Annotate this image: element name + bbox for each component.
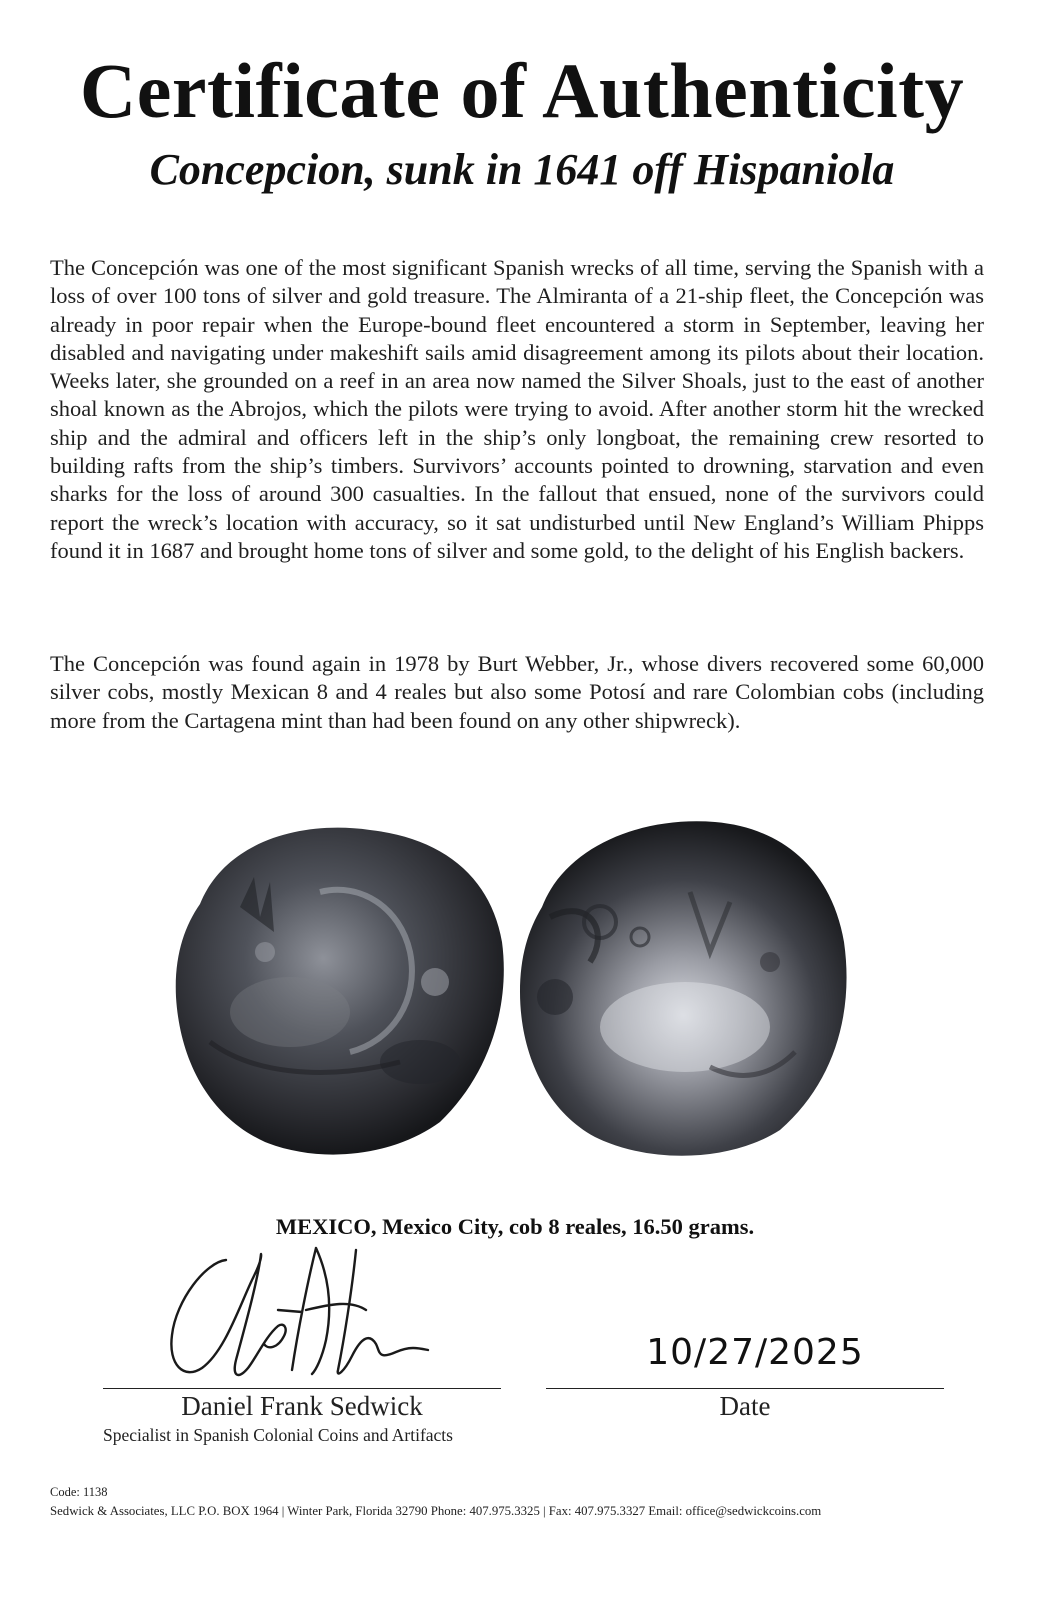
- company-footer: Sedwick & Associates, LLC P.O. BOX 1964 | Winter Park, Florida 32790 Phone: 407.975.3325 | Fax: 407.975.3327 Email: office@sedwickcoins.com: [50, 1504, 822, 1518]
- signer-name: Daniel Frank Sedwick: [181, 1391, 423, 1421]
- coin-obverse: [176, 828, 504, 1155]
- certificate-title: Certificate of Authenticity: [79, 47, 965, 134]
- date-value: 10/27/2025: [646, 1332, 864, 1373]
- certificate-subtitle: Concepcion, sunk in 1641 off Hispaniola: [149, 145, 895, 194]
- date-label: Date: [719, 1391, 771, 1421]
- history-paragraph-1: The Concepción was one of the most significant Spanish wrecks of all time, serving the Spanish with a loss of over 100 tons of silver and gold treasure. The Almiranta of a 21-ship fleet, the Concepción was already in poor repair when the Europe-bound fleet encountered a storm in September, leaving her disabled and navigating under makeshift sails amid disagreement among its pilots about their location. Weeks later, she grounded on a reef in an area now named the Silver Shoals, just to the east of another shoal known as the Abrojos, which the pilots were trying to avoid. After another storm hit the wrecked ship and the admiral and officers left in the ship’s only longboat, the remaining crew resorted to building rafts from the ship’s timbers. Survivors’ accounts pointed to drowning, starvation and even sharks for the loss of around 300 casualties. In the fallout that ensued, none of the survivors could report the wreck’s location with accuracy, so it sat undisturbed until New England’s William Phipps found it in 1687 and brought home tons of silver and some gold, to the delight of his English backers.: [50, 255, 984, 563]
- signature: [166, 1240, 446, 1390]
- coin-photo: [170, 812, 870, 1172]
- signer-title: Specialist in Spanish Colonial Coins and Artifacts: [103, 1425, 453, 1445]
- coin-description: MEXICO, Mexico City, cob 8 reales, 16.50 grams.: [275, 1214, 755, 1239]
- date-line: [546, 1388, 944, 1389]
- certificate-code: Code: 1138: [50, 1485, 108, 1499]
- history-paragraph-2: The Concepción was found again in 1978 by Burt Webber, Jr., whose divers recovered some 60,000 silver cobs, mostly Mexican 8 and 4 reales but also some Potosí and rare Colombian cobs (including more from the Cartagena mint than had been found on any other shipwreck).: [50, 651, 984, 733]
- coin-reverse: [520, 821, 847, 1155]
- signature-line: [103, 1388, 501, 1389]
